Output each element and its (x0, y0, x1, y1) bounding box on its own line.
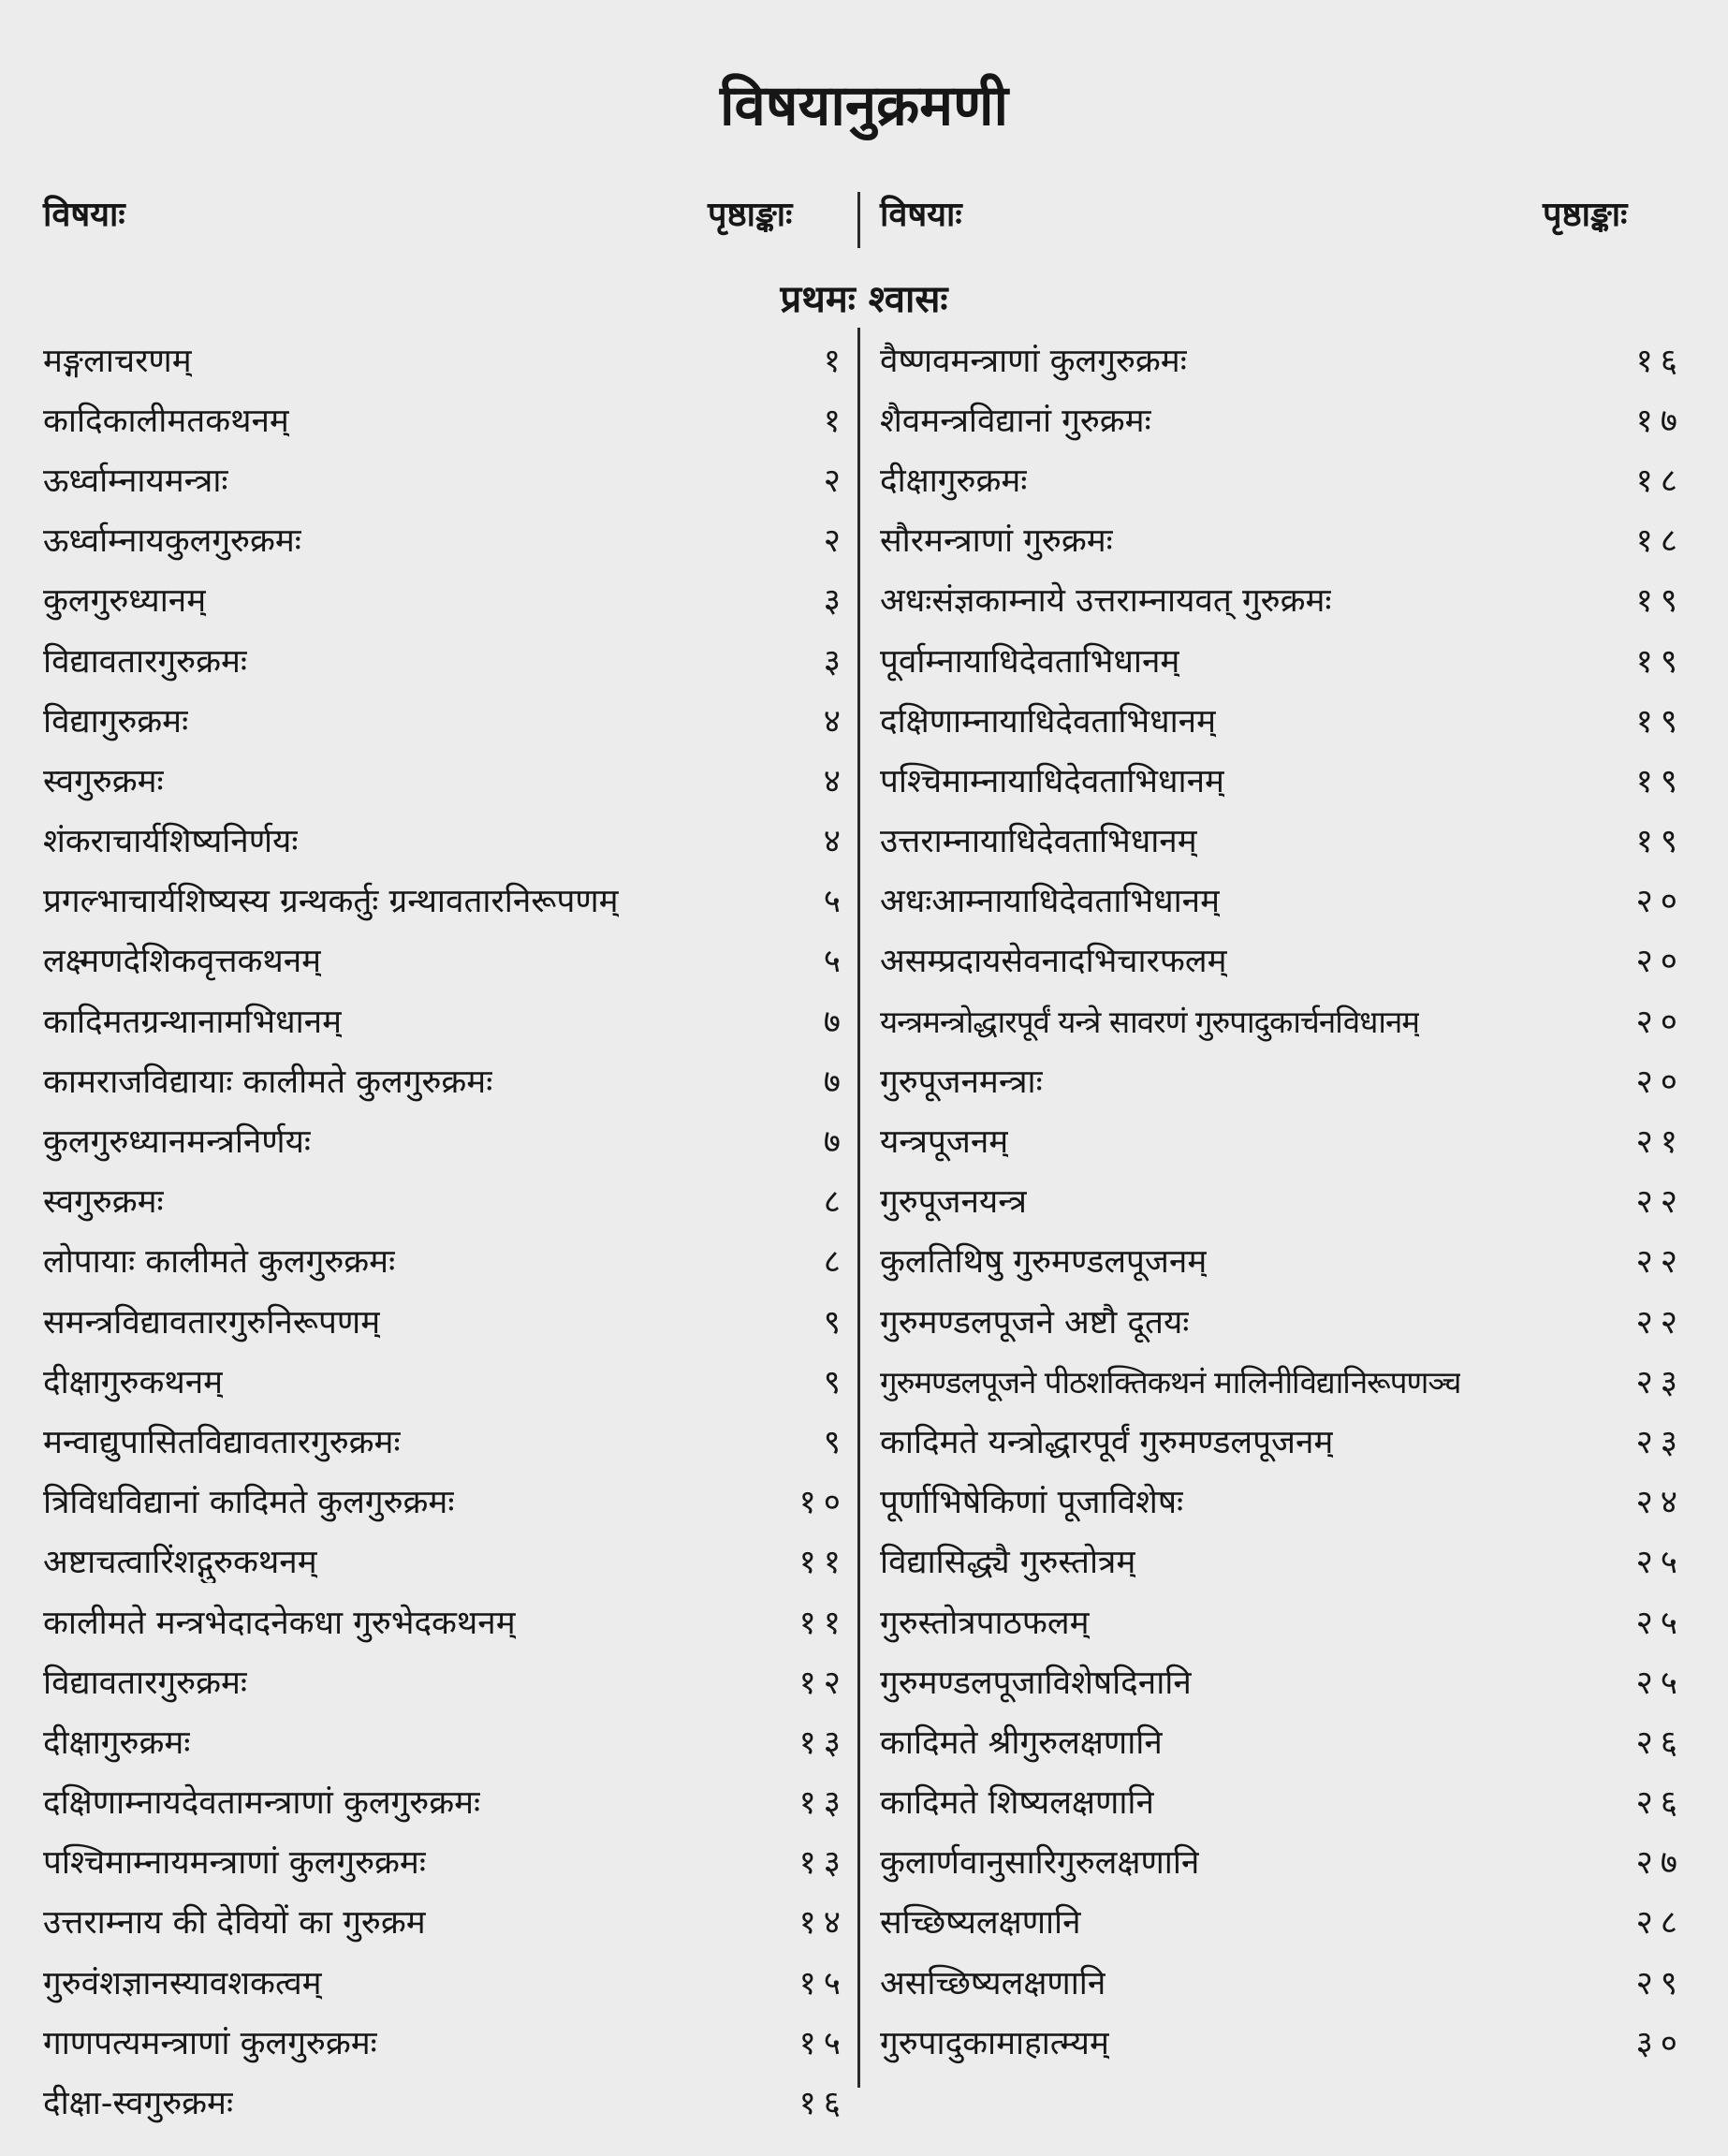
toc-entry-title: अष्टाचत्वारिंशद्गुरुकथनम् (43, 1544, 317, 1582)
toc-entry-page: २० (1635, 943, 1685, 981)
toc-entry-page: १९ (1635, 642, 1685, 681)
toc-entry-page: ९ (823, 1363, 848, 1401)
toc-entry (43, 690, 850, 750)
toc-entry (43, 1231, 850, 1291)
toc-entry-title: गुरुपूजनयन्त्र (880, 1183, 1027, 1222)
toc-entry (880, 1952, 1687, 2012)
toc-entry (880, 750, 1687, 810)
toc-entry-title: अधःआम्नायाधिदेवताभिधानम् (880, 883, 1221, 921)
toc-entry-title: प्रगल्भाचार्यशिष्यस्य ग्रन्थकर्तुः ग्रन्थावतारनिरूपणम् (43, 883, 619, 921)
toc-entry (880, 1651, 1687, 1711)
toc-entry-title: असच्छिष्यलक्षणानि (880, 1964, 1106, 2002)
toc-entry-title: पश्चिमाम्नायमन्त्राणां कुलगुरुक्रमः (43, 1844, 426, 1883)
toc-entry (880, 1110, 1687, 1170)
toc-entry-page: ७ (823, 1003, 848, 1041)
toc-entry-page: १३ (798, 1723, 848, 1762)
toc-entry-page: १३ (798, 1784, 848, 1823)
right-contents-list (880, 330, 1687, 2072)
toc-entry-title: कादिमते श्रीगुरुलक्षणानि (880, 1723, 1163, 1762)
toc-entry (43, 1411, 850, 1471)
toc-entry (880, 1291, 1687, 1351)
toc-entry-page: ४ (823, 762, 848, 800)
toc-entry-title: कादिमते शिष्यलक्षणानि (880, 1784, 1154, 1823)
toc-entry-page: १६ (1635, 342, 1685, 380)
toc-entry-title: स्वगुरुक्रमः (43, 1183, 164, 1222)
toc-entry-page: ४ (823, 823, 848, 861)
toc-entry-page: १८ (1635, 462, 1685, 500)
toc-entry-page: २ (823, 522, 848, 561)
toc-entry-page: २० (1635, 883, 1685, 921)
toc-entry-title: दीक्षागुरुक्रमः (880, 462, 1028, 500)
toc-entry (880, 630, 1687, 690)
toc-entry-title: गुरुमण्डलपूजाविशेषदिनानि (880, 1664, 1192, 1702)
toc-entry (43, 389, 850, 449)
toc-entry-title: दीक्षागुरुकथनम् (43, 1363, 224, 1401)
toc-entry (880, 510, 1687, 570)
toc-entry-page: १४ (798, 1904, 848, 1943)
toc-entry-page: २३ (1635, 1363, 1685, 1401)
toc-entry (880, 449, 1687, 509)
right-page-header: पृष्ठाङ्काः (1543, 196, 1628, 234)
toc-entry-title: गुरुमण्डलपूजने पीठशक्तिकथनं मालिनीविद्यानिरूपणञ्च (880, 1363, 1461, 1401)
toc-entry-page: ४ (823, 702, 848, 741)
toc-entry-title: कामराजविद्यायाः कालीमते कुलगुरुक्रमः (43, 1063, 493, 1101)
section-heading: प्रथमः श्वासः (780, 278, 948, 321)
toc-entry (43, 1171, 850, 1231)
toc-entry (880, 871, 1687, 931)
toc-entry-page: १ (823, 342, 848, 380)
toc-entry-page: ३ (823, 582, 848, 621)
toc-entry-title: अधःसंज्ञकाम्नाये उत्तराम्नायवत् गुरुक्रमः (880, 582, 1332, 621)
toc-entry-page: ११ (798, 1604, 848, 1642)
toc-entry-title: कालीमते मन्त्रभेदादनेकधा गुरुभेदकथनम् (43, 1604, 516, 1642)
toc-entry-title: दीक्षा-स्वगुरुक्रमः (43, 2085, 234, 2123)
page-title: विषयानुक्रमणी (719, 73, 1009, 139)
toc-entry (880, 1472, 1687, 1532)
toc-entry-page: १७ (1635, 402, 1685, 440)
toc-entry-title: समन्त्रविद्यावतारगुरुनिरूपणम् (43, 1303, 381, 1342)
toc-entry-page: ११ (798, 1544, 848, 1582)
toc-entry-title: दक्षिणाम्नायाधिदेवताभिधानम् (880, 702, 1217, 741)
toc-entry-title: मन्वाद्युपासितविद्यावतारगुरुक्रमः (43, 1423, 401, 1461)
toc-entry (43, 1892, 850, 1952)
toc-entry-title: कुलतिथिषु गुरुमण्डलपूजनम् (880, 1243, 1208, 1282)
toc-entry (880, 931, 1687, 990)
toc-entry (880, 330, 1687, 389)
toc-entry (43, 510, 850, 570)
toc-entry (880, 1591, 1687, 1651)
toc-entry-title: पूर्णाभिषेकिणां पूजाविशेषः (880, 1484, 1184, 1522)
toc-entry-page: १९ (1635, 582, 1685, 621)
toc-entry-page: २५ (1635, 1604, 1685, 1642)
left-contents-list (43, 330, 850, 2133)
toc-entry (43, 811, 850, 871)
toc-entry-page: १३ (798, 1844, 848, 1883)
toc-entry-title: गुरुवंशज्ञानस्यावशकत्वम् (43, 1964, 322, 2002)
toc-entry-title: कादिमतग्रन्थानामभिधानम् (43, 1003, 343, 1041)
toc-entry-title: गुरुपादुकामाहात्म्यम् (880, 2024, 1109, 2062)
toc-entry-page: ३ (823, 642, 848, 681)
toc-entry-page: ८ (823, 1243, 848, 1282)
toc-entry-title: यन्त्रपूजनम् (880, 1123, 1009, 1162)
toc-entry (880, 811, 1687, 871)
toc-entry-title: गुरुस्तोत्रपाठफलम् (880, 1604, 1090, 1642)
toc-entry-page: १ (823, 402, 848, 440)
toc-entry-title: विद्यागुरुक्रमः (43, 702, 189, 741)
toc-entry-title: मङ्गलाचरणम् (43, 342, 192, 380)
toc-entry-page: २६ (1635, 1784, 1685, 1823)
toc-entry-title: लक्ष्मणदेशिकवृत्तकथनम् (43, 943, 322, 981)
toc-entry-title: वैष्णवमन्त्राणां कुलगुरुक्रमः (880, 342, 1187, 380)
toc-entry (43, 871, 850, 931)
toc-entry-page: १५ (798, 2024, 848, 2062)
toc-entry-page: २० (1635, 1003, 1685, 1041)
toc-entry-title: विद्यावतारगुरुक्रमः (43, 642, 247, 681)
toc-entry-title: यन्त्रमन्त्रोद्धारपूर्वं यन्त्रे सावरणं गुरुपादुकार्चनविधानम् (880, 1003, 1419, 1040)
toc-entry-title: सच्छिष्यलक्षणानि (880, 1904, 1081, 1943)
toc-entry (880, 1171, 1687, 1231)
toc-entry (43, 1832, 850, 1892)
left-page-header: पृष्ठाङ्काः (708, 196, 793, 234)
toc-entry (43, 1291, 850, 1351)
toc-entry-title: कुलगुरुध्यानमन्त्रनिर्णयः (43, 1123, 311, 1162)
toc-entry-title: कादिमते यन्त्रोद्धारपूर्वं गुरुमण्डलपूजनम् (880, 1423, 1334, 1461)
toc-entry (43, 1772, 850, 1832)
toc-entry-page: १० (798, 1484, 848, 1522)
toc-entry-page: ७ (823, 1123, 848, 1162)
toc-entry (43, 630, 850, 690)
toc-entry-title: असम्प्रदायसेवनादभिचारफलम् (880, 943, 1227, 981)
toc-entry-title: पश्चिमाम्नायाधिदेवताभिधानम् (880, 762, 1224, 800)
toc-entry-page: २ (823, 462, 848, 500)
toc-entry-title: लोपायाः कालीमते कुलगुरुक्रमः (43, 1243, 396, 1282)
toc-entry-page: १९ (1635, 823, 1685, 861)
toc-entry (880, 690, 1687, 750)
column-divider (857, 328, 860, 2088)
toc-entry (880, 2012, 1687, 2072)
toc-entry-page: २१ (1635, 1123, 1685, 1162)
toc-entry-page: २५ (1635, 1544, 1685, 1582)
toc-entry (880, 1832, 1687, 1892)
toc-entry-page: ७ (823, 1063, 848, 1101)
toc-entry-title: ऊर्ध्वाम्नायकुलगुरुक्रमः (43, 522, 301, 561)
toc-entry-page: २४ (1635, 1484, 1685, 1522)
toc-entry-title: गुरुपूजनमन्त्राः (880, 1063, 1043, 1101)
toc-entry-title: गाणपत्यमन्त्राणां कुलगुरुक्रमः (43, 2024, 377, 2062)
toc-entry (43, 1711, 850, 1771)
toc-entry (43, 990, 850, 1050)
toc-entry (43, 2072, 850, 2132)
toc-entry-page: २५ (1635, 1664, 1685, 1702)
toc-entry-title: पूर्वाम्नायाधिदेवताभिधानम् (880, 642, 1180, 681)
toc-entry-page: २३ (1635, 1423, 1685, 1461)
toc-entry (43, 1472, 850, 1532)
toc-entry-title: कादिकालीमतकथनम् (43, 402, 289, 440)
toc-entry-page: ९ (823, 1423, 848, 1461)
toc-entry (43, 1952, 850, 2012)
toc-entry-title: कुलगुरुध्यानम् (43, 582, 207, 621)
toc-entry (880, 389, 1687, 449)
toc-entry-page: १८ (1635, 522, 1685, 561)
toc-entry-page: २२ (1635, 1303, 1685, 1342)
toc-entry-page: १९ (1635, 702, 1685, 741)
toc-entry (880, 1532, 1687, 1591)
toc-entry-page: २९ (1635, 1964, 1685, 2002)
toc-entry (880, 1772, 1687, 1832)
toc-entry (43, 931, 850, 990)
toc-entry-title: विद्यावतारगुरुक्रमः (43, 1664, 247, 1702)
toc-entry-page: ३० (1635, 2024, 1685, 2062)
toc-entry-title: उत्तराम्नायाधिदेवताभिधानम् (880, 823, 1197, 861)
toc-entry (43, 330, 850, 389)
toc-entry (880, 990, 1687, 1050)
toc-entry-title: शैवमन्त्रविद्यानां गुरुक्रमः (880, 402, 1151, 440)
toc-entry-page: ९ (823, 1303, 848, 1342)
toc-entry (43, 1591, 850, 1651)
toc-entry (43, 570, 850, 630)
toc-entry (43, 1050, 850, 1110)
toc-entry-page: ५ (823, 943, 848, 981)
toc-entry (880, 1411, 1687, 1471)
toc-entry-page: ५ (823, 883, 848, 921)
toc-entry (880, 1050, 1687, 1110)
toc-entry-title: स्वगुरुक्रमः (43, 762, 164, 800)
toc-entry-title: दीक्षागुरुक्रमः (43, 1723, 191, 1762)
toc-entry-title: शंकराचार्यशिष्यनिर्णयः (43, 823, 299, 861)
toc-entry-page: १६ (798, 2085, 848, 2123)
toc-entry-page: २२ (1635, 1243, 1685, 1282)
left-subject-header: विषयाः (43, 196, 125, 234)
toc-entry-page: १२ (798, 1664, 848, 1702)
toc-entry-page: २२ (1635, 1183, 1685, 1222)
toc-entry (43, 1651, 850, 1711)
toc-entry-title: त्रिविधविद्यानां कादिमते कुलगुरुक्रमः (43, 1484, 455, 1522)
toc-entry-page: २६ (1635, 1723, 1685, 1762)
toc-entry-title: उत्तराम्नाय की देवियों का गुरुक्रम (43, 1904, 426, 1943)
toc-entry-page: ८ (823, 1183, 848, 1222)
toc-entry (43, 750, 850, 810)
header-divider (857, 192, 860, 248)
toc-entry (880, 1892, 1687, 1952)
toc-entry (43, 1110, 850, 1170)
toc-entry-page: २८ (1635, 1904, 1685, 1943)
toc-entry (880, 1711, 1687, 1771)
right-subject-header: विषयाः (880, 196, 962, 234)
toc-entry-title: कुलार्णवानुसारिगुरुलक्षणानि (880, 1844, 1200, 1883)
toc-entry (43, 1351, 850, 1411)
toc-entry-title: गुरुमण्डलपूजने अष्टौ दूतयः (880, 1303, 1190, 1342)
toc-entry (43, 1532, 850, 1591)
toc-entry (880, 1351, 1687, 1411)
toc-entry (43, 449, 850, 509)
toc-entry (43, 2012, 850, 2072)
toc-entry-title: ऊर्ध्वाम्नायमन्त्राः (43, 462, 228, 500)
toc-entry-page: २० (1635, 1063, 1685, 1101)
toc-entry-title: विद्यासिद्ध्यै गुरुस्तोत्रम् (880, 1544, 1136, 1582)
toc-entry-title: सौरमन्त्राणां गुरुक्रमः (880, 522, 1113, 561)
toc-entry (880, 1231, 1687, 1291)
toc-entry-title: दक्षिणाम्नायदेवतामन्त्राणां कुलगुरुक्रमः (43, 1784, 481, 1823)
toc-entry-page: २७ (1635, 1844, 1685, 1883)
toc-entry-page: १९ (1635, 762, 1685, 800)
toc-entry (880, 570, 1687, 630)
toc-entry-page: १५ (798, 1964, 848, 2002)
